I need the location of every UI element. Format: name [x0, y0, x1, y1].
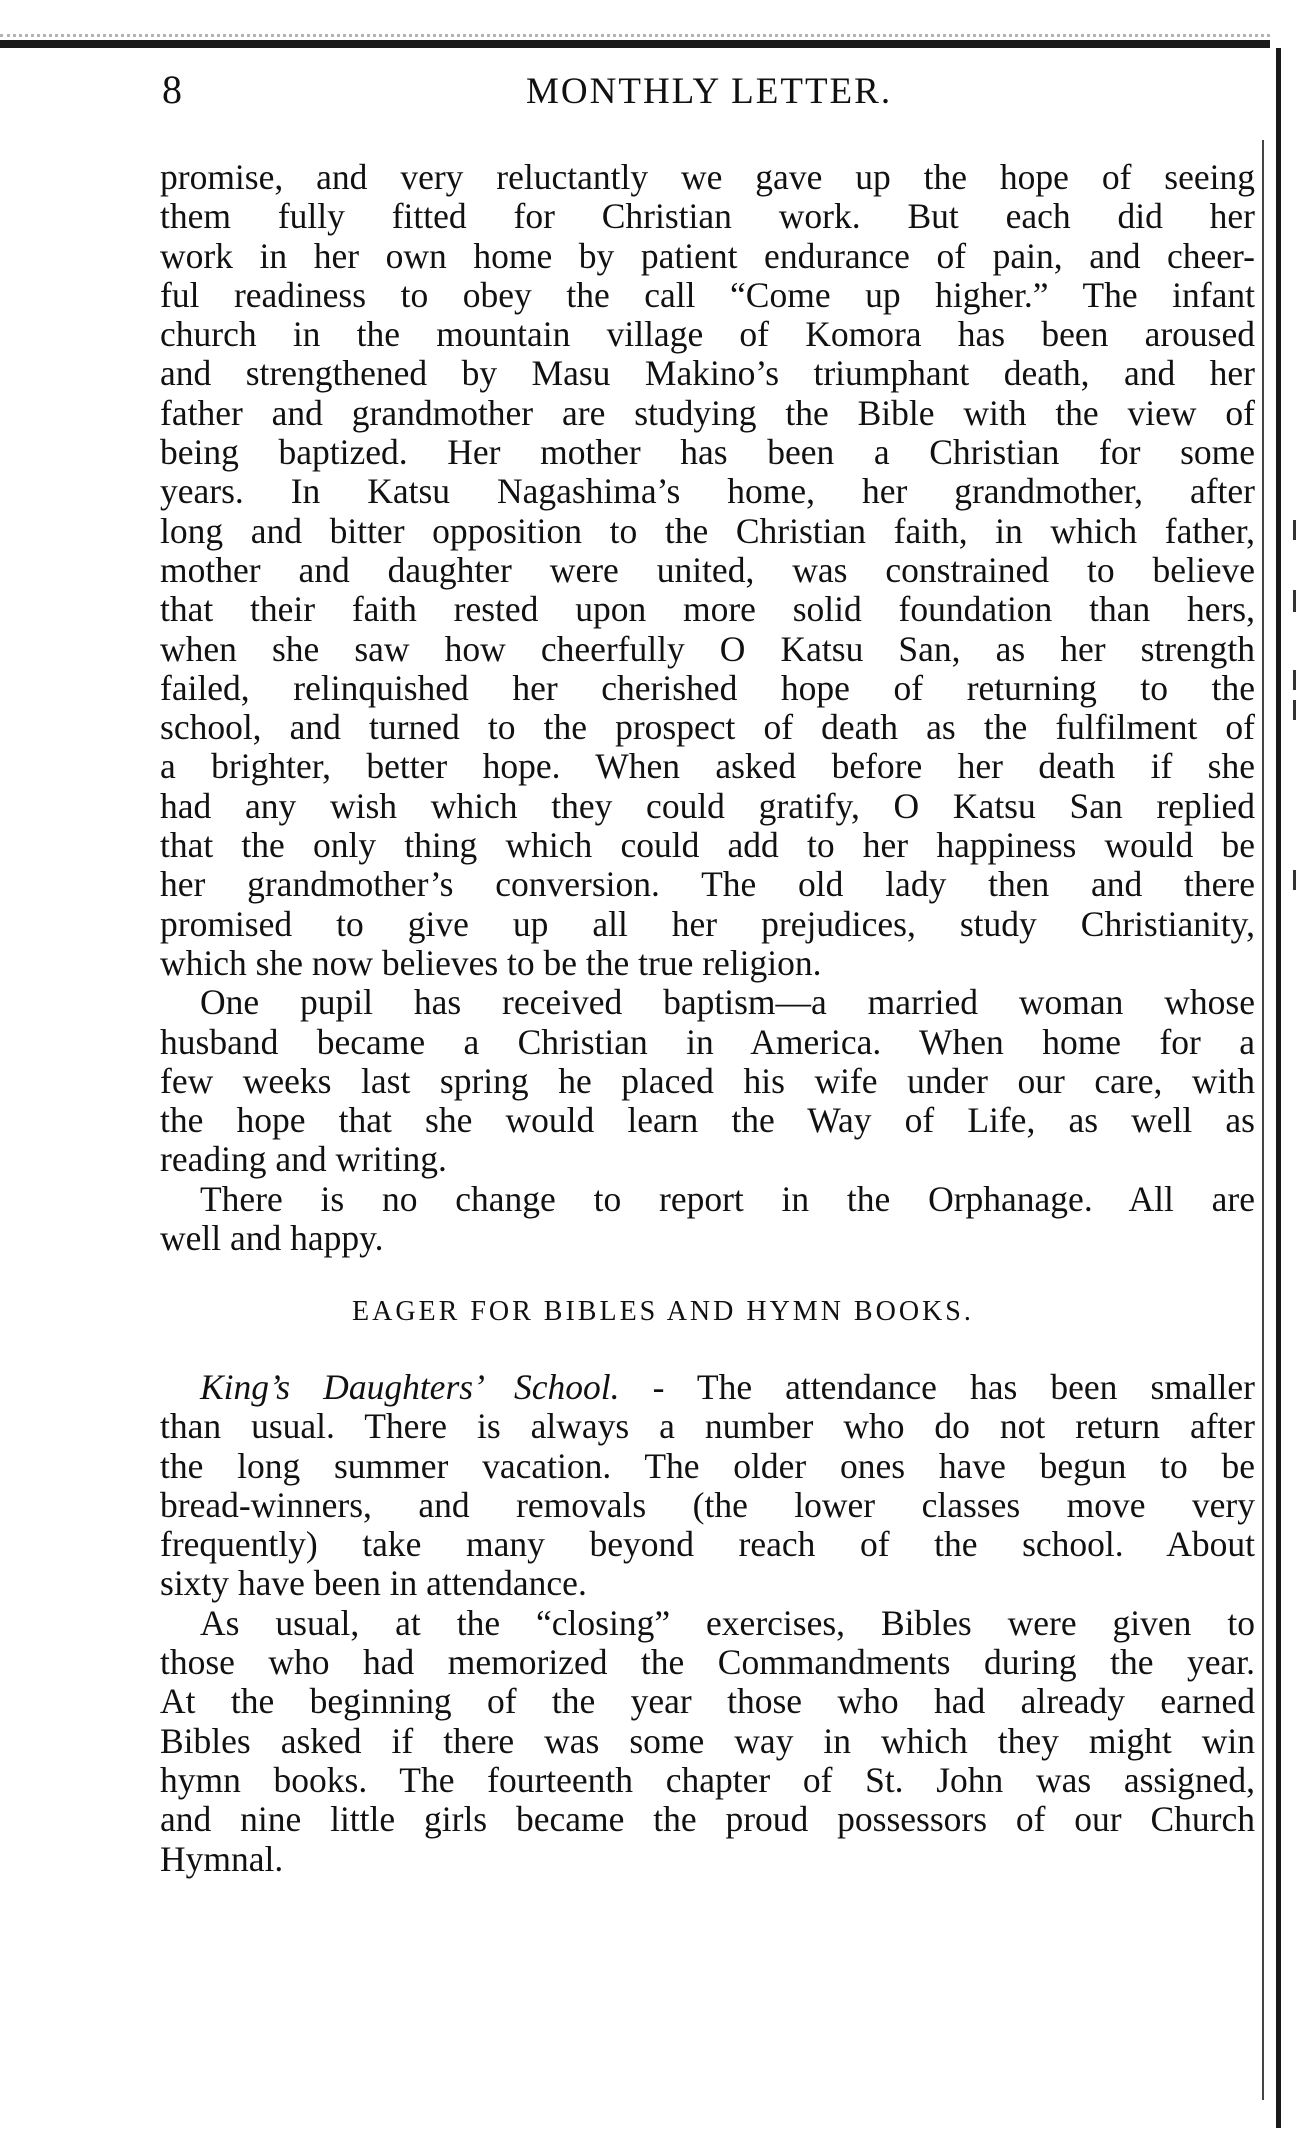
bleed-through-mark [1293, 870, 1296, 890]
right-inner-rule [1262, 140, 1264, 2100]
text-line: As usual, at the “closing” exercises, Bibles were given to [200, 1602, 1255, 1643]
text-line: well and happy. [160, 1218, 384, 1259]
text-line: which she now believes to be the true religion. [160, 942, 822, 983]
text-line: frequently) take many beyond reach of the school. About [160, 1524, 1255, 1565]
text-line: and nine little girls became the proud possessors of our Church [160, 1799, 1255, 1840]
text-line: church in the mountain village of Komora has been aroused [160, 314, 1255, 355]
text-line: promise, and very reluctantly we gave up the hope of seeing [160, 157, 1255, 197]
top-edge-specks [0, 14, 1270, 37]
section-heading: EAGER FOR BIBLES AND HYMN BOOKS. [352, 1296, 974, 1327]
text-line: the long summer vacation. The older ones have begun to be [160, 1445, 1255, 1486]
text-line: and strengthened by Masu Makino’s triumphant death, and her [160, 353, 1255, 394]
text-line: promised to give up all her prejudices, study Christianity, [160, 903, 1255, 944]
text-line: those who had memorized the Commandments during the year. [160, 1642, 1255, 1683]
top-border-rule [0, 40, 1270, 48]
text-line: At the beginning of the year those who had already earned [160, 1681, 1255, 1722]
text-line: when she saw how cheerfully O Katsu San, as her strength [160, 628, 1255, 669]
text-line: One pupil has received baptism—a married woman whose [200, 982, 1255, 1023]
text-line: the hope that she would learn the Way of Life, as well as [160, 1100, 1255, 1141]
text-line: Hymnal. [160, 1838, 284, 1879]
article-body [160, 158, 1255, 1258]
text-line: that their faith rested upon more solid foundation than hers, [160, 589, 1255, 630]
section-body [160, 1368, 1255, 1879]
text-line [160, 1368, 1255, 1407]
text-line: bread-winners, and removals (the lower classes move very [160, 1484, 1255, 1525]
text-line: her grandmother’s conversion. The old lady then and there [160, 864, 1255, 905]
bleed-through-mark [1293, 520, 1296, 540]
text-line: failed, relinquished her cherished hope of returning to the [160, 667, 1255, 708]
text-line: long and bitter opposition to the Christian faith, in which father, [160, 510, 1255, 551]
text-line: father and grandmother are studying the Bible with the view of [160, 392, 1255, 433]
lead-sentence: - The attendance has been smaller [619, 1367, 1255, 1407]
text-line: husband became a Christian in America. When home for a [160, 1021, 1255, 1062]
text-line: than usual. There is always a number who do not return after [160, 1406, 1255, 1447]
school-name: King’s Daughters’ School. [200, 1367, 620, 1407]
text-line: sixty have been in attendance. [160, 1563, 587, 1604]
text-line: that the only thing which could add to her happiness would be [160, 825, 1255, 866]
bleed-through-mark [1293, 670, 1296, 690]
text-line: There is no change to report in the Orphanage. All are [200, 1178, 1255, 1219]
page-number: 8 [162, 67, 182, 112]
text-line: a brighter, better hope. When asked before her death if she [160, 746, 1255, 787]
text-line: years. In Katsu Nagashima’s home, her grandmother, after [160, 471, 1255, 512]
text-line: ful readiness to obey the call “Come up higher.” The infant [160, 274, 1255, 315]
text-line: Bibles asked if there was some way in which they might win [160, 1720, 1255, 1761]
text-line: had any wish which they could gratify, O Katsu San replied [160, 785, 1255, 826]
text-line: mother and daughter were united, was constrained to believe [160, 549, 1255, 590]
page-header [162, 66, 1262, 118]
text-line: reading and writing. [160, 1139, 447, 1180]
running-head: MONTHLY LETTER. [526, 71, 893, 112]
text-line: school, and turned to the prospect of death as the fulfilment of [160, 707, 1255, 748]
right-border-rule [1276, 48, 1281, 2128]
text-line: few weeks last spring he placed his wife under our care, with [160, 1060, 1255, 1101]
text-line: hymn books. The fourteenth chapter of St. John was assigned, [160, 1759, 1255, 1800]
text-line: being baptized. Her mother has been a Christian for some [160, 432, 1255, 473]
bleed-through-mark [1293, 700, 1296, 720]
text-line: them fully fitted for Christian work. But each did her [160, 196, 1255, 237]
text-line: work in her own home by patient endurance of pain, and cheer- [160, 235, 1255, 276]
bleed-through-mark [1293, 590, 1296, 612]
